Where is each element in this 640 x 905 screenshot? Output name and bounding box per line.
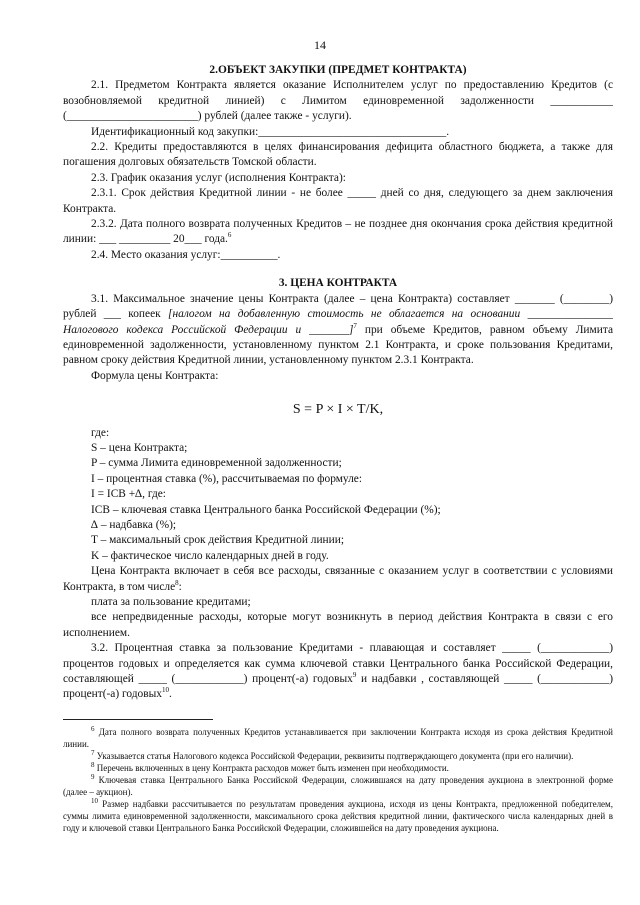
document-body [63, 63, 613, 834]
footnote-number: 8 [91, 760, 95, 769]
definition-item: T – максимальный срок действия Кредитной линии; [91, 534, 344, 547]
price-includes [63, 564, 613, 595]
footnote-separator [63, 719, 213, 720]
clause-2-3-1: 2.3.1. Срок действия Кредитной линии - не более _____ дней со дня, следующего за днем заключения Контракта. [63, 187, 613, 215]
footnote-text: Перечень включенных в цену Контракта расходов может быть изменен при необходимости. [94, 762, 449, 773]
clause-2-1: 2.1. Предметом Контракта является оказание Исполнителем услуг по предоставлению Кредитов (с возобновляемой кредитной линией) с Лимитом единовременной задолженности ___________ (_______________________) рублей (далее также - услуги). [63, 79, 613, 123]
footnote-text: Дата полного возврата полученных Кредитов устанавливается при заключении Контракта исходя из срока действия Кредитной линии. [63, 726, 613, 749]
footnote-7 [63, 750, 613, 762]
definition-item: K – фактическое число календарных дней в году. [91, 549, 329, 562]
formula-label: Формула цены Контракта: [91, 369, 219, 382]
clause-3-2-text-b: и надбавки , составляющей _____ (____________) процент(-а) годовых [63, 673, 614, 701]
footnote-text: Ключевая ставка Центрального Банка Российской Федерации, сложившаяся на дату проведения аукциона в электронной форме (далее – аукцион). [63, 774, 613, 797]
fee-line: плата за пользование кредитами; [91, 596, 251, 608]
clause-3-1-text-a: 3.1. Максимальное значение цены Контракта (далее – цена Контракта) составляет _______ (________) рублей ___ копеек [63, 292, 613, 321]
footnote-ref-8: 8 [175, 578, 179, 587]
definition-item: P – сумма Лимита единовременной задолженности; [91, 457, 342, 470]
footnote-number: 7 [91, 748, 95, 757]
footnote-text: Указывается статья Налогового кодекса Российской Федерации, реквизиты подтверждающего документа (при его наличии). [94, 750, 574, 761]
clause-3-2 [63, 641, 613, 703]
footnote-6 [63, 726, 613, 750]
footnote-9 [63, 774, 613, 798]
footnote-ref-9: 9 [352, 671, 357, 680]
clause-2-4: 2.4. Место оказания услуг:__________. [91, 248, 281, 261]
definition-item: I – процентная ставка (%), рассчитываемая по формуле: [91, 472, 363, 485]
clause-3-2-end: . [168, 688, 172, 701]
where-label: где: [91, 426, 110, 439]
footnote-number: 9 [91, 772, 95, 781]
clause-2-3: 2.3. График оказания услуг (исполнения Контракта): [91, 171, 346, 184]
clause-2-2: 2.2. Кредиты предоставляются в целях финансирования дефицита областного бюджета, а также для погашения долговых обязательств Томской области. [63, 141, 613, 169]
spacer [63, 263, 613, 276]
clause-3-2-text-a: 3.2. Процентная ставка за пользование Кредитами - плавающая и составляет _____ (____________) процентов годовых и определяется как сумма ключевой ставки Центрального банка Российской Федерации, составляющей _____ (____________) процент(-а) годовых [63, 642, 613, 686]
footnote-number: 6 [91, 724, 95, 733]
footnote-8 [63, 762, 613, 774]
footnote-number: 10 [91, 796, 98, 805]
clause-2-3-2 [63, 217, 613, 248]
clause-2-3-2-text: 2.3.2. Дата полного возврата полученных Кредитов – не позднее дня окончания срока действия кредитной линии: ___ _________ 20___ года. [63, 218, 613, 246]
section-3-title: 3. ЦЕНА КОНТРАКТА [278, 277, 398, 290]
footnote-text: Размер надбавки рассчитывается по результатам проведения аукциона, исходя из цены Контракта, предложенной победителем, суммы лимита единовременной задолженности, максимального срока действия кредитной линии, фактического числа календарных дней в году и ключевой ставки Центрального Банка Российской Федерации, сложившейся на дату проведения аукциона. [63, 798, 613, 833]
procurement-id-line: Идентификационный код закупки:_________________________________. [91, 125, 450, 138]
definition-item: S – цена Контракта; [91, 441, 188, 454]
footnote-10 [63, 798, 613, 834]
clause-3-1-text-b: при объеме Кредитов, равном объему Лимита единовременной задолженности, установленному пунктом 2.1 Контракта, и сроке пользования Кредитами, равном сроку действия Кредитной линии, установленному пунктом 2.3.1 Контракта. [63, 323, 614, 367]
unforeseen-expenses: все непредвиденные расходы, которые могут возникнуть в период действия Контракта в связи с его исполнением. [63, 611, 613, 639]
definition-item: ∆ – надбавка (%); [91, 518, 177, 531]
definition-item: I = ICB +∆, где: [91, 488, 166, 501]
footnote-ref-6: 6 [227, 231, 232, 240]
clause-3-1 [63, 292, 613, 369]
price-includes-colon: : [178, 580, 182, 593]
page-number: 14 [314, 38, 326, 52]
clause-3-1-tax-note: [налогом на добавленную стоимость не облагается на основании _______________ Налогового кодекса Российской Федерации и _______] [63, 308, 614, 336]
footnote-ref-10: 10 [161, 686, 169, 695]
definition-item: ICB – ключевая ставка Центрального банка Российской Федерации (%); [91, 503, 441, 516]
price-formula: S = P × I × T/K, [292, 402, 384, 418]
price-includes-text: Цена Контракта включает в себя все расходы, связанные с оказанием услуг в соответствии с условиями Контракта, в том числе [63, 565, 613, 593]
footnote-ref-7: 7 [353, 321, 357, 330]
section-2-title: 2.ОБЪЕКТ ЗАКУПКИ (ПРЕДМЕТ КОНТРАКТА) [209, 64, 467, 76]
